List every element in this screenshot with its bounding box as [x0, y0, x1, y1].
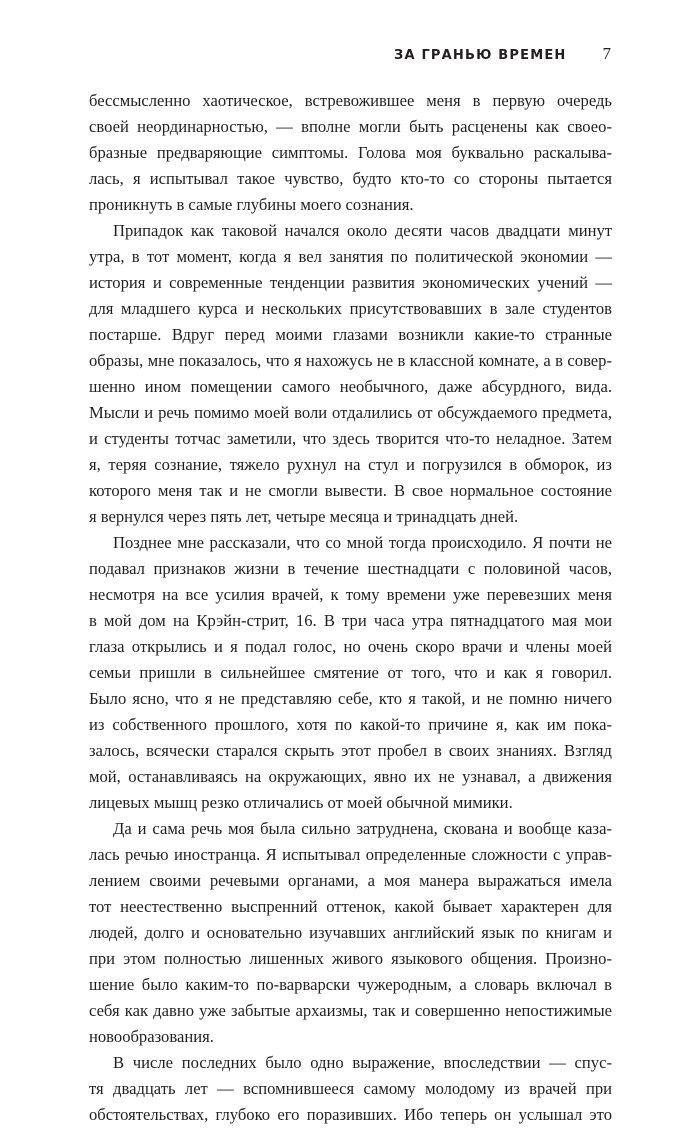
- text-line: залось, всячески старался скрыть этот пробел в своих знаниях. Взгляд: [89, 741, 612, 760]
- text-line: бессмысленно хаотическое, встревожившее меня в первую очередь: [89, 91, 612, 110]
- text-line: проникнуть в самые глубины моего сознания.: [89, 195, 414, 214]
- page-number: 7: [602, 44, 611, 63]
- text-line: постарше. Вдруг перед моими глазами возникли какие-то странные: [89, 325, 612, 344]
- text-line: я вернулся через пять лет, четыре месяца и тринадцать дней.: [89, 507, 519, 526]
- text-line: лением своими речевыми органами, а моя манера выражаться имела: [89, 871, 612, 890]
- text-line: я, теряя сознание, тяжело рухнул на стул и погрузился в обморок, из: [89, 455, 612, 474]
- text-line: своей неординарностью, — вполне могли быть расценены как своео-: [89, 117, 612, 136]
- text-line: лась, я испытывал такое чувство, будто кто-то со стороны пытается: [89, 169, 612, 188]
- text-line: и студенты тотчас заметили, что здесь творится что-то неладное. Затем: [89, 429, 612, 448]
- text-line: себя как давно уже забытые архаизмы, так и совершенно непостижимые: [89, 1001, 612, 1020]
- text-line: Было ясно, что я не представляю себе, кто я такой, и не помню ничего: [89, 689, 612, 708]
- text-line: подавал признаков жизни в течение шестнадцати с половиной часов,: [89, 559, 612, 578]
- text-line: несмотря на все усилия врачей, к тому времени уже перевезших меня: [89, 585, 612, 604]
- text-line: шенно ином помещении самого необычного, даже абсурдного, вида.: [89, 377, 612, 396]
- text-line: из собственного прошлого, хотя по какой-то причине я, как им пока-: [89, 715, 612, 734]
- text-line: бразные предваряющие симптомы. Голова моя буквально раскалыва-: [89, 143, 612, 162]
- text-line: В числе последних было одно выражение, впоследствии — спус-: [113, 1053, 612, 1072]
- paragraph: [89, 88, 612, 218]
- paragraph: [89, 530, 612, 816]
- text-line: которого меня так и не смогли вывести. В свое нормальное состояние: [89, 481, 612, 500]
- text-line: образы, мне показалось, что я нахожусь не в классной комнате, а в совер-: [89, 351, 612, 370]
- text-line: для младшего курса и нескольких присутствовавших в зале студентов: [89, 299, 612, 318]
- text-line: лась речью иностранца. Я испытывал определенные сложности с управ-: [89, 845, 612, 864]
- text-line: семьи пришли в сильнейшее смятение от того, что и как я говорил.: [89, 663, 612, 682]
- text-line: Мысли и речь помимо моей воли отдалились от обсуждаемого предмета,: [89, 403, 612, 422]
- text-line: тот неестественно выспренний оттенок, какой бывает характерен для: [89, 897, 612, 916]
- text-line: при этом полностью лишенных живого языкового общения. Произно-: [89, 949, 612, 968]
- paragraph: [89, 816, 612, 1050]
- body-text: [89, 88, 612, 1128]
- text-line: история и современные тенденции развития экономических учений —: [89, 273, 612, 292]
- text-line: утра, в тот момент, когда я вел занятия по политической экономии —: [89, 247, 612, 266]
- text-line: лицевых мышц резко отличались от моей обычной мимики.: [89, 793, 513, 812]
- paragraph: [89, 218, 612, 530]
- text-line: в мой дом на Крэйн-стрит, 16. В три часа утра пятнадцатого мая мои: [89, 611, 612, 630]
- text-line: Позднее мне рассказали, что со мной тогда происходило. Я почти не: [113, 533, 612, 552]
- text-line: Да и сама речь моя была сильно затруднена, скована и вообще каза-: [113, 819, 612, 838]
- text-line: тя двадцать лет — вспомнившееся самому молодому из врачей при: [89, 1079, 612, 1098]
- text-line: глаза открылись и я подал голос, но очень скоро врачи и члены моей: [89, 637, 612, 656]
- text-line: мой, останавливаясь на окружающих, явно их не узнавал, а движения: [89, 767, 612, 786]
- text-line: новообразования.: [89, 1027, 214, 1046]
- text-line: людей, долго и основательно изучавших английский язык по книгам и: [89, 923, 612, 942]
- text-line: шение было каким-то по-варварски чужеродным, а словарь включал в: [89, 975, 612, 994]
- running-head: [394, 44, 611, 64]
- text-line: Припадок как таковой начался около десяти часов двадцати минут: [113, 221, 612, 240]
- book-title: ЗА ГРАНЬЮ ВРЕМЕН: [394, 48, 567, 63]
- paragraph: [89, 1050, 612, 1128]
- text-line: обстоятельствах, глубоко его поразивших. Ибо теперь он услышал это: [89, 1105, 612, 1124]
